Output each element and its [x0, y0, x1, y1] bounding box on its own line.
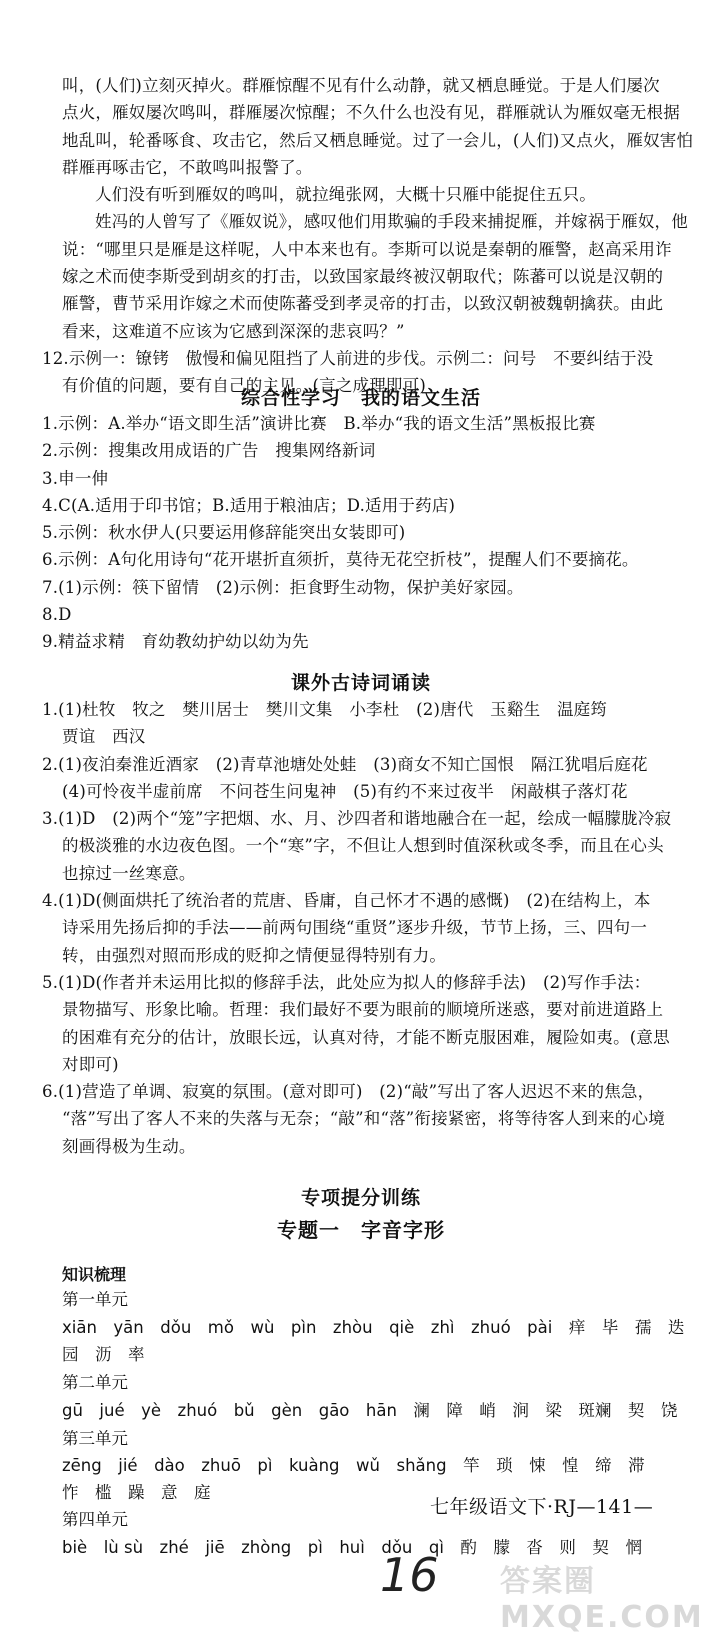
answer-item: 2.(1)夜泊秦淮近酒家 (2)青草池塘处处蛙 (3)商女不知亡国恨 隔江犹唱后庭花	[42, 754, 648, 774]
text-line: 的困难有充分的估计，放眼长远，认真对待，才能不断克服困难，履险如夷。(意思	[62, 1027, 670, 1047]
section-heading: 专项提分训练	[300, 1187, 421, 1209]
answer-item: 7.(1)示例：筷下留情 (2)示例：拒食野生动物，保护美好家园。	[42, 577, 524, 597]
knowledge-title: 知识梳理	[62, 1265, 127, 1284]
text-line: 也掠过一丝寒意。	[62, 863, 196, 883]
answer-item: 5.(1)D(作者并未运用比拟的修辞手法，此处应为拟人的修辞手法) (2)写作手法：	[42, 972, 651, 992]
text-line: (4)可怜夜半虚前席 不问苍生问鬼神 (5)有约不来过夜半 闲敲棋子落灯花	[62, 781, 628, 801]
pinyin-line: xiān yān dǒu mǒ wù pìn zhòu qiè zhì zhuó pài 痒 毕 孺 迭	[62, 1318, 685, 1337]
page-footer: 七年级语文下·RJ—141—	[430, 1496, 654, 1518]
answer-item: 5.示例：秋水伊人(只要运用修辞能突出女装即可)	[42, 523, 406, 543]
answer-item: 1.(1)杜牧 牧之 樊川居士 樊川文集 小李杜 (2)唐代 玉谿生 温庭筠	[42, 700, 608, 719]
section-heading: 综合性学习 我的语文生活	[240, 387, 481, 409]
text-line: 有价值的问题，要有自己的主见。(言之成理即可)	[62, 376, 426, 396]
answer-item: 4.(1)D(侧面烘托了统治者的荒唐、昏庸，自己怀才不遇的感慨) (2)在结构上，本	[42, 891, 651, 911]
text-line: 地乱叫，轮番啄食、攻击它，然后又栖息睡觉。过了一会儿，(人们)又点火，雁奴害怕	[62, 130, 694, 150]
text-line: 诗采用先扬后抑的手法——前两句围绕“重贤”逐步升级，节节上扬，三、四句一	[62, 918, 648, 938]
answer-item: 6.示例：A句化用诗句“花开堪折直须折，莫待无花空折枝”，提醒人们不要摘花。	[42, 550, 639, 570]
answer-item: 6.(1)营造了单调、寂寞的氛围。(意对即可) (2)“敲”写出了客人迟迟不来的焦急，	[42, 1082, 655, 1102]
text-line: “落”写出了客人不来的失落与无奈；“敲”和“落”衔接紧密，将等待客人到来的心境	[62, 1109, 665, 1129]
pinyin-line: 怍 槛 躁 意 庭	[62, 1483, 211, 1502]
text-line: 对即可)	[62, 1054, 119, 1074]
text-line: 贾谊 西汉	[62, 727, 146, 747]
text-line: 转，由强烈对照而形成的贬抑之情便显得特别有力。	[62, 945, 447, 965]
answer-item: 3.申一伸	[42, 468, 109, 488]
text-line: 的极淡雅的水边夜色图。一个“寒”字，不但让人想到时值深秋或冬季，而且在心头	[62, 836, 664, 856]
unit-title: 第一单元	[62, 1290, 128, 1309]
answer-item: 2.示例：搜集改用成语的广告 搜集网络新词	[42, 441, 376, 461]
text-line: 人们没有听到雁奴的鸣叫，就拉绳张网，大概十只雁中能捉住五只。	[95, 185, 596, 205]
answer-item: 8.D	[42, 605, 72, 625]
text-line: 嫁之术而使李斯受到胡亥的打击，以致国家最终被汉朝取代；陈蕃可以说是汉朝的	[62, 267, 664, 287]
section-heading: 课外古诗词诵读	[290, 672, 431, 694]
text-line: 群雁再啄击它，不敢鸣叫报警了。	[62, 157, 313, 177]
text-line: 雁警，曹节采用诈嫁之术而使陈蕃受到孝灵帝的打击，以致汉朝被魏朝擒获。由此	[62, 294, 664, 314]
pinyin-line: gū jué yè zhuó bǔ gèn gāo hān 澜 障 峭 涧 梁 斑斓 契 饶	[62, 1401, 678, 1420]
answer-item: 4.C(A.适用于印书馆；B.适用于粮油店；D.适用于药店)	[42, 495, 456, 515]
section-comprehensive	[42, 410, 682, 656]
pinyin-line: zēng jié dào zhuō pì kuàng wǔ shǎng 竿 琐 悚 惶 缔 滞	[62, 1456, 645, 1475]
unit-title: 第二单元	[62, 1373, 128, 1392]
handwritten-number: 16	[380, 1548, 439, 1602]
topic-heading: 专题一 字音字形	[277, 1218, 445, 1242]
text-line: 点火，雁奴屡次鸣叫，群雁屡次惊醒；不久什么也没有见，群雁就认为雁奴毫无根据	[62, 103, 680, 123]
answer-12: 12.示例一：镣铐 傲慢和偏见阻挡了人前进的步伐。示例二：问号 不要纠结于没	[42, 348, 654, 368]
text-line: 刻画得极为生动。	[62, 1136, 196, 1156]
answer-item: 1.示例：A.举办“语文即生活”演讲比赛 B.举办“我的语文生活”黑板报比赛	[42, 414, 596, 433]
watermark-logo: 答案圈 MXQE.COM	[500, 1564, 704, 1635]
unit-title: 第三单元	[62, 1429, 128, 1448]
text-line: 看来，这难道不应该为它感到深深的悲哀吗？”	[62, 321, 405, 341]
section-poetry	[42, 696, 682, 1160]
text-line: 姓冯的人曾写了《雁奴说》，感叹他们用欺骗的手段来捕捉雁，并嫁祸于雁奴，他	[95, 212, 688, 232]
text-line: 说：“哪里只是雁是这样呢，人中本来也有。李斯可以说是秦朝的雁警，赵高采用诈	[62, 239, 672, 259]
pinyin-line: biè lù sù zhé jiē zhòng pì huì dǒu qì 酌 朦 沓 则 契 惘	[62, 1538, 642, 1557]
section-translation	[42, 72, 702, 400]
answer-item: 3.(1)D (2)两个“笼”字把烟、水、月、沙四者和谐地融合在一起，绘成一幅朦胧冷寂	[42, 809, 672, 829]
unit-title: 第四单元	[62, 1510, 128, 1529]
pinyin-line: 园 沥 率	[62, 1345, 145, 1364]
text-line: 叫，(人们)立刻灭掉火。群雁惊醒不见有什么动静，就又栖息睡觉。于是人们屡次	[62, 76, 660, 95]
text-line: 景物描写、形象比喻。哲理：我们最好不要为眼前的顺境所迷惑，要对前进道路上	[62, 1000, 664, 1020]
answer-item: 9.精益求精 育幼教幼护幼以幼为先	[42, 632, 309, 652]
